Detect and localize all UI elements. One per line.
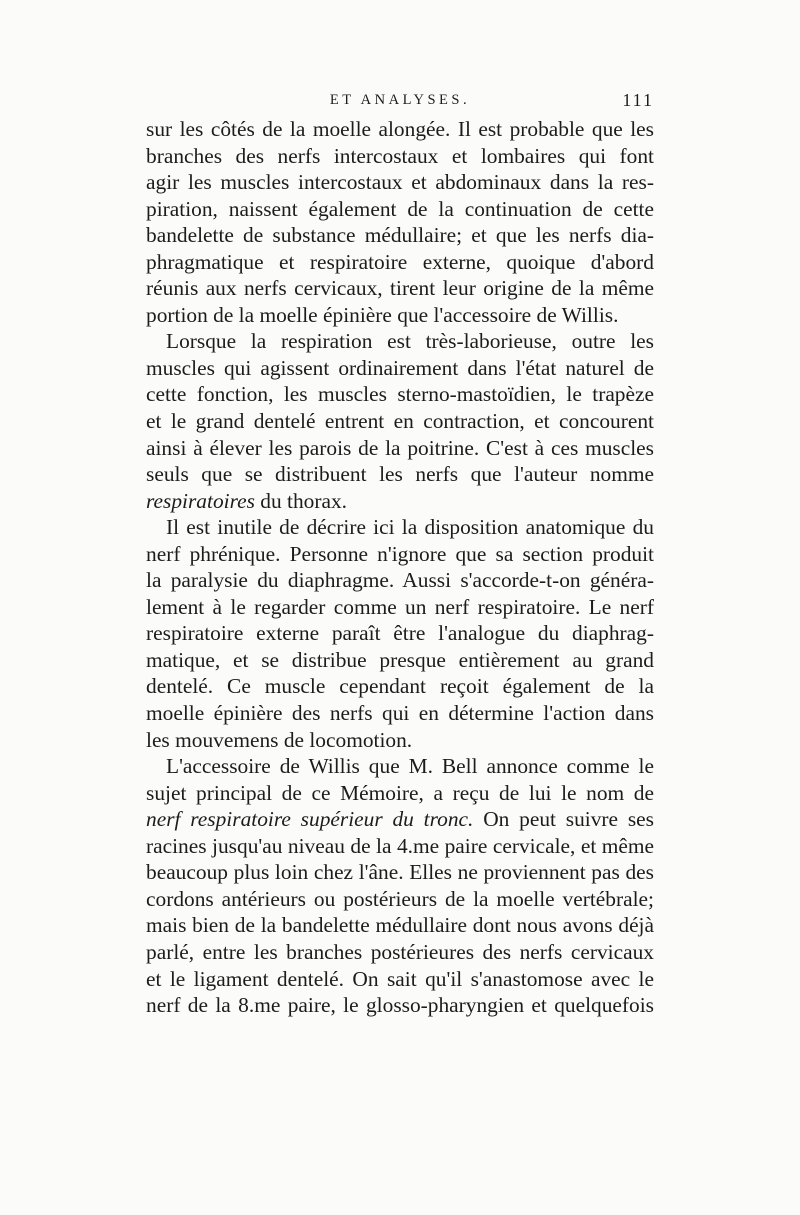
text-line: bandelette de substance médullaire; et que les nerfs dia- xyxy=(146,223,654,248)
text-line: portion de la moelle épinière que l'accessoire de Willis. xyxy=(146,302,619,327)
text-line: sujet principal de ce Mémoire, a reçu de lui le nom de xyxy=(146,780,654,805)
page-header xyxy=(146,92,654,116)
page-number: 111 xyxy=(622,90,654,110)
text-line: et le ligament dentelé. On sait qu'il s'anastomose avec le xyxy=(146,966,654,991)
text-run: On peut suivre ses xyxy=(473,807,654,832)
text-line: seuls que se distribuent les nerfs que l'auteur nomme xyxy=(146,462,654,487)
text-line: L'accessoire de Willis que M. Bell annonce comme le xyxy=(166,754,654,779)
body-text xyxy=(146,116,654,1019)
text-line xyxy=(146,806,654,833)
text-line: branches des nerfs intercostaux et lombaires qui font xyxy=(146,143,654,168)
text-line: nerf phrénique. Personne n'ignore que sa section produit xyxy=(146,541,654,566)
text-line: parlé, entre les branches postérieures des nerfs cervicaux xyxy=(146,939,654,964)
text-line: muscles qui agissent ordinairement dans l'état naturel de xyxy=(146,355,654,380)
text-line: et le grand dentelé entrent en contraction, et concourent xyxy=(146,409,654,434)
text-line: la paralysie du diaphragme. Aussi s'accorde-t-on généra- xyxy=(146,568,654,593)
text-line: cette fonction, les muscles sterno-mastoïdien, le trapèze xyxy=(146,382,654,407)
text-line: mais bien de la bandelette médullaire dont nous avons déjà xyxy=(146,913,654,938)
text-line: Lorsque la respiration est très-laborieuse, outre les xyxy=(166,329,654,354)
text-line xyxy=(146,488,654,515)
text-line: cordons antérieurs ou postérieurs de la moelle vertébrale; xyxy=(146,886,654,911)
text-line: beaucoup plus loin chez l'âne. Elles ne proviennent pas des xyxy=(146,860,654,885)
text-run: du thorax. xyxy=(254,488,348,513)
text-line: matique, et se distribue presque entièrement au grand xyxy=(146,647,654,672)
text-line: dentelé. Ce muscle cependant reçoit également de la xyxy=(146,674,654,699)
text-line: agir les muscles intercostaux et abdominaux dans la res- xyxy=(146,170,654,195)
italic-term: nerf respiratoire supérieur du tronc. xyxy=(146,807,474,832)
text-line: racines jusqu'au niveau de la 4.me paire cervicale, et même xyxy=(146,833,654,858)
running-head: ET ANALYSES. xyxy=(329,92,471,108)
italic-term: respiratoires xyxy=(146,488,255,513)
text-line: moelle épinière des nerfs qui en détermine l'action dans xyxy=(146,701,654,726)
text-line: lement à le regarder comme un nerf respiratoire. Le nerf xyxy=(146,594,654,619)
text-line: réunis aux nerfs cervicaux, tirent leur origine de la même xyxy=(146,276,654,301)
text-line: phragmatique et respiratoire externe, quoique d'abord xyxy=(146,249,654,274)
text-line: Il est inutile de décrire ici la disposition anatomique du xyxy=(166,515,654,540)
text-line: piration, naissent également de la continuation de cette xyxy=(146,196,654,221)
text-line: nerf de la 8.me paire, le glosso-pharyngien et quelquefois xyxy=(146,993,654,1018)
text-line: ainsi à élever les parois de la poitrine. C'est à ces muscles xyxy=(146,435,654,460)
text-line: respiratoire externe paraît être l'analogue du diaphrag- xyxy=(146,621,654,646)
text-line: sur les côtés de la moelle alongée. Il est probable que les xyxy=(146,117,654,141)
text-line: les mouvemens de locomotion. xyxy=(146,727,413,752)
